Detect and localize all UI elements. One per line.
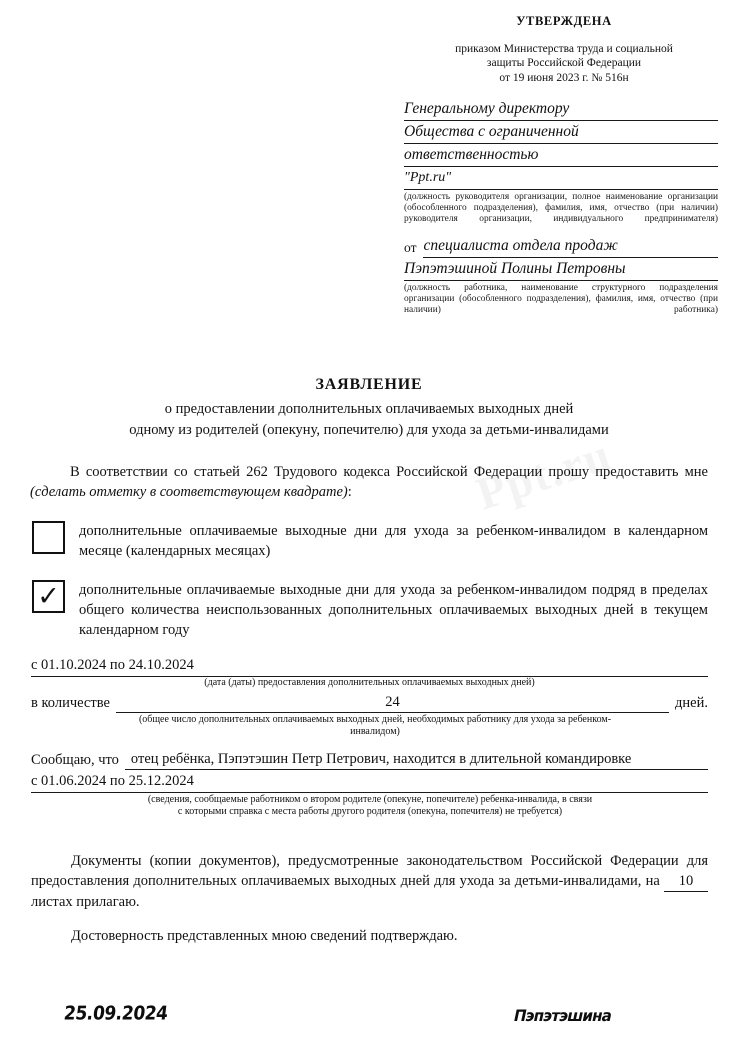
quantity-unit: дней. bbox=[675, 695, 708, 711]
notice-value-line-1[interactable]: отец ребёнка, Пэпэтэшин Петр Петрович, находится в длительной командировке bbox=[125, 749, 708, 770]
dates-caption: (дата (даты) предоставления дополнительных оплачиваемых выходных дней) bbox=[204, 677, 535, 688]
watermark: Ppt.ru bbox=[470, 428, 618, 520]
addressee-hint: (должность руководителя организации, полное наименование организации (обособленного подразделения), фамилия, имя, отчество (при наличии) руководителя организации, индивидуального предпринимателя) bbox=[404, 192, 718, 225]
page-title bbox=[30, 376, 708, 441]
documents-text-before: Документы (копии документов), предусмотренные законодательством Российской Федерации для предоставления дополнительных оплачиваемых выходных дней для ухода за детьми-инвалидами, на bbox=[31, 853, 708, 889]
confirmation-paragraph: Достоверность представленных мною сведений подтверждаю. bbox=[71, 928, 458, 944]
addressee-line-3[interactable]: ответственностью bbox=[404, 144, 718, 167]
addressee-line-2[interactable]: Общества с ограниченной bbox=[404, 121, 718, 144]
quantity-value[interactable]: 24 bbox=[116, 692, 669, 713]
option-calendar-month-label: дополнительные оплачиваемые выходные дни для ухода за ребенком-инвалидом в календарном месяце (календарных месяцах) bbox=[79, 523, 708, 559]
applicant-position[interactable]: специалиста отдела продаж bbox=[423, 235, 718, 258]
quantity-caption-line-1: (общее число дополнительных оплачиваемых выходных дней, необходимых работнику для ухода за ребенком- bbox=[138, 714, 612, 725]
sheets-count[interactable]: 10 bbox=[664, 871, 708, 892]
document-title: ЗАЯВЛЕНИЕ bbox=[315, 376, 423, 393]
intro-text-before: В соответствии со статьей 262 Трудового кодекса Российской Федерации прошу предоставить мне bbox=[70, 464, 708, 480]
addressee-line-1[interactable]: Генеральному директору bbox=[404, 98, 718, 121]
applicant-name[interactable]: Пэпэтэшиной Полины Петровны bbox=[404, 258, 718, 281]
notice-caption-line-1: (сведения, сообщаемые работником о втором родителе (опекуне, попечителе) ребенка-инвалида, в связи bbox=[147, 794, 593, 805]
checkbox-calendar-month[interactable] bbox=[32, 521, 65, 554]
documents-text-after: листах прилагаю. bbox=[31, 894, 140, 910]
document-subtitle-line-1: о предоставлении дополнительных оплачиваемых выходных дней bbox=[164, 401, 574, 417]
signature[interactable]: Пэпэтэшина bbox=[511, 1006, 614, 1026]
signature-date[interactable]: 25.09.2024 bbox=[62, 1002, 169, 1026]
notice-caption-line-2: с которыми справка с места работы другого родителя (опекуна, попечителя) не требуется) bbox=[177, 806, 563, 817]
dates-field[interactable]: с 01.10.2024 по 24.10.2024 bbox=[31, 655, 708, 677]
document-subtitle-line-2: одному из родителей (опекуну, попечителю) для ухода за детьми-инвалидами bbox=[129, 422, 609, 438]
option-consecutive-days[interactable] bbox=[32, 580, 708, 640]
checkmark-icon: ✓ bbox=[37, 581, 60, 612]
intro-text-after: : bbox=[347, 484, 352, 500]
checkbox-consecutive-days[interactable] bbox=[32, 580, 65, 613]
quantity-label: в количестве bbox=[31, 695, 110, 711]
addressee-block bbox=[404, 98, 718, 316]
notice-label: Сообщаю, что bbox=[31, 752, 119, 768]
quantity-row bbox=[31, 692, 708, 713]
from-label: от bbox=[404, 239, 417, 255]
quantity-caption-line-2: инвалидом) bbox=[350, 726, 400, 737]
approval-line-1: приказом Министерства труда и социальной bbox=[455, 43, 673, 55]
notice-row bbox=[31, 749, 708, 770]
documents-paragraph bbox=[31, 851, 708, 912]
notice-value-line-2[interactable]: с 01.06.2024 по 25.12.2024 bbox=[31, 771, 708, 793]
applicant-position-row bbox=[404, 235, 718, 258]
approval-line-2: защиты Российской Федерации bbox=[486, 57, 642, 70]
approval-title: УТВЕРЖДЕНА bbox=[516, 14, 612, 28]
approval-line-3: от 19 июня 2023 г. № 516н bbox=[499, 71, 629, 84]
approval-block bbox=[404, 14, 724, 85]
checkmark-icon bbox=[34, 521, 63, 554]
addressee-line-4[interactable]: "Ppt.ru" bbox=[404, 167, 718, 190]
intro-italic-note: (сделать отметку в соответствующем квадрате) bbox=[30, 484, 348, 500]
option-consecutive-days-label: дополнительные оплачиваемые выходные дни для ухода за ребенком-инвалидом подряд в пределах общего количества неиспользованных дополнительных оплачиваемых выходных дней в текущем календарном году bbox=[79, 582, 708, 638]
option-calendar-month[interactable] bbox=[32, 521, 708, 561]
intro-paragraph bbox=[30, 462, 708, 502]
applicant-hint: (должность работника, наименование структурного подразделения организации (обособленного подразделения), фамилия, имя, отчество (при наличии) работника) bbox=[404, 282, 718, 316]
